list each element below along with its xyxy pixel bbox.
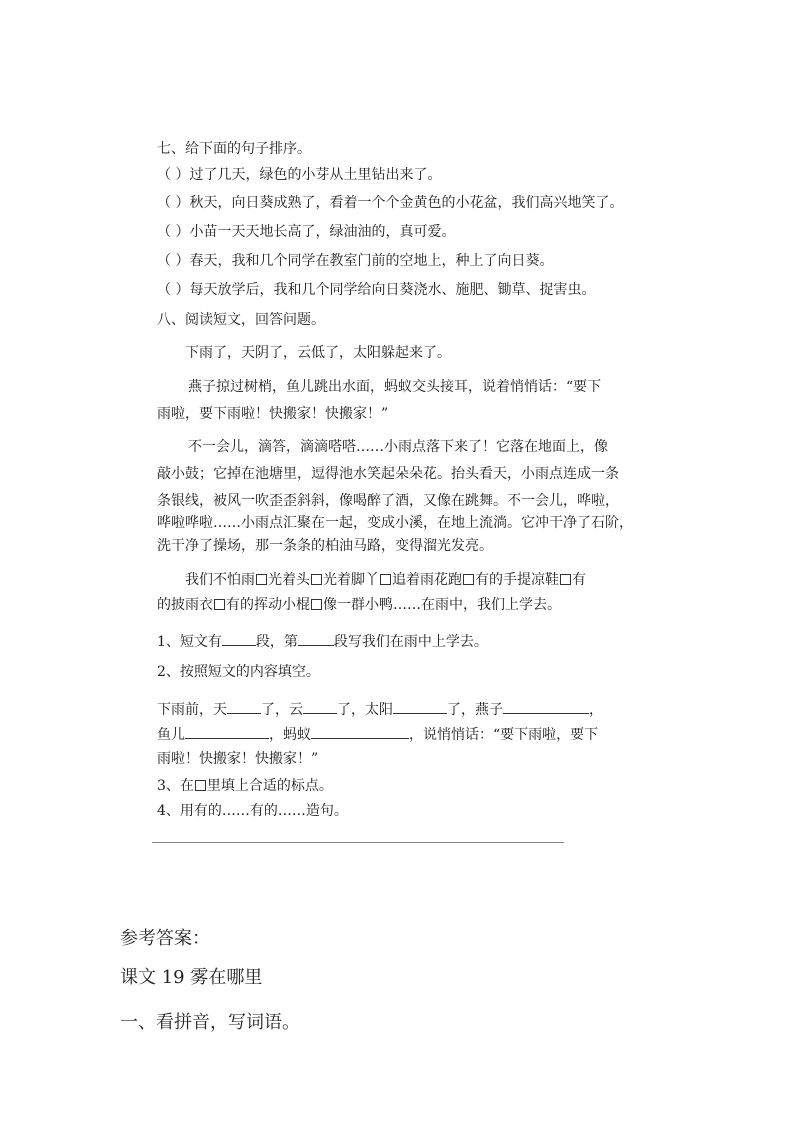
question-3: 3、在 里填上合适的标点。	[157, 778, 333, 794]
answer-blank[interactable]	[227, 700, 261, 714]
answer-blank[interactable]	[393, 700, 447, 714]
section8-title: 八、阅读短文，回答问题。	[157, 312, 325, 328]
list-item: （ ）秋天，向日葵成熟了，看着一个个金黄色的小花盆，我们高兴地笑了。	[157, 195, 624, 211]
passage-paragraph-1: 下雨了，天阴了，云低了，太阳躲起来了。	[185, 345, 451, 361]
passage-paragraph-4-line: 我们不怕雨 光着头 光着脚丫 追着雨花跑 有的手提凉鞋 有	[185, 572, 586, 588]
fill-line: 鱼儿 ，蚂蚁 ，说悄悄话：“要下雨啦，要下	[157, 727, 599, 743]
punctuation-box	[195, 780, 206, 791]
passage-paragraph-3-line: 洗干净了操场，那一条条的柏油马路，变得溜光发亮。	[157, 538, 493, 554]
passage-paragraph-3-line: 哗啦哗啦……小雨点汇聚在一起，变成小溪，在地上流淌。它冲干净了石阶，	[157, 515, 633, 531]
passage-paragraph-2-line: 雨啦，要下雨啦！快搬家！快搬家！”	[157, 406, 389, 422]
answer-blank[interactable]	[185, 725, 269, 739]
punctuation-box[interactable]	[214, 599, 225, 610]
passage-paragraph-3-line: 敲小鼓；它掉在池塘里，逗得池水笑起朵朵花。抬头看天，小雨点连成一条	[157, 466, 619, 482]
answer-blank[interactable]	[298, 632, 334, 646]
section7-title: 七、给下面的句子排序。	[157, 141, 311, 157]
punctuation-box[interactable]	[463, 574, 474, 585]
passage-paragraph-4-line: 的披雨衣 有的挥动小棍 像一群小鸭……在雨中，我们上学去。	[157, 597, 561, 613]
answers-part-1: 一、看拼音，写词语。	[120, 1012, 300, 1033]
punctuation-box[interactable]	[380, 574, 391, 585]
list-item: （ ）每天放学后，我和几个同学给向日葵浇水、施肥、锄草、捉害虫。	[157, 282, 596, 298]
passage-paragraph-2-line: 燕子掠过树梢，鱼儿跳出水面，蚂蚁交头接耳，说着悄悄话：“要下	[188, 379, 602, 395]
punctuation-box[interactable]	[311, 574, 322, 585]
passage-paragraph-3-line: 条银线，被风一吹歪歪斜斜，像喝醉了酒，又像在跳舞。不一会儿，哗啦，	[157, 493, 619, 509]
passage-paragraph-3-line: 不一会儿，滴答，滴滴嗒嗒……小雨点落下来了！它落在地面上，像	[188, 439, 608, 455]
punctuation-box[interactable]	[256, 574, 267, 585]
answer-blank[interactable]	[303, 700, 337, 714]
question-4: 4、用有的……有的……造句。	[157, 803, 348, 819]
answers-heading: 参考答案：	[120, 928, 210, 949]
question-1: 1、短文有 段，第 段写我们在雨中上学去。	[157, 634, 488, 650]
fill-line: 雨啦！快搬家！快搬家！”	[157, 751, 319, 767]
list-item: （ ）过了几天，绿色的小芽从土里钻出来了。	[157, 167, 442, 183]
answer-line[interactable]	[152, 842, 564, 843]
answer-blank[interactable]	[503, 700, 589, 714]
fill-line: 下雨前，天 了，云 了，太阳 了，燕子 ，	[157, 702, 603, 718]
punctuation-box[interactable]	[560, 574, 571, 585]
lesson-title: 课文 19 雾在哪里	[120, 967, 263, 988]
punctuation-box[interactable]	[311, 599, 322, 610]
list-item: （ ）春天，我和几个同学在教室门前的空地上，种上了向日葵。	[157, 253, 554, 269]
answer-blank[interactable]	[311, 725, 409, 739]
list-item: （ ）小苗一天天地长高了，绿油油的，真可爱。	[157, 224, 456, 240]
answer-blank[interactable]	[222, 632, 256, 646]
question-2: 2、按照短文的内容填空。	[157, 664, 320, 680]
